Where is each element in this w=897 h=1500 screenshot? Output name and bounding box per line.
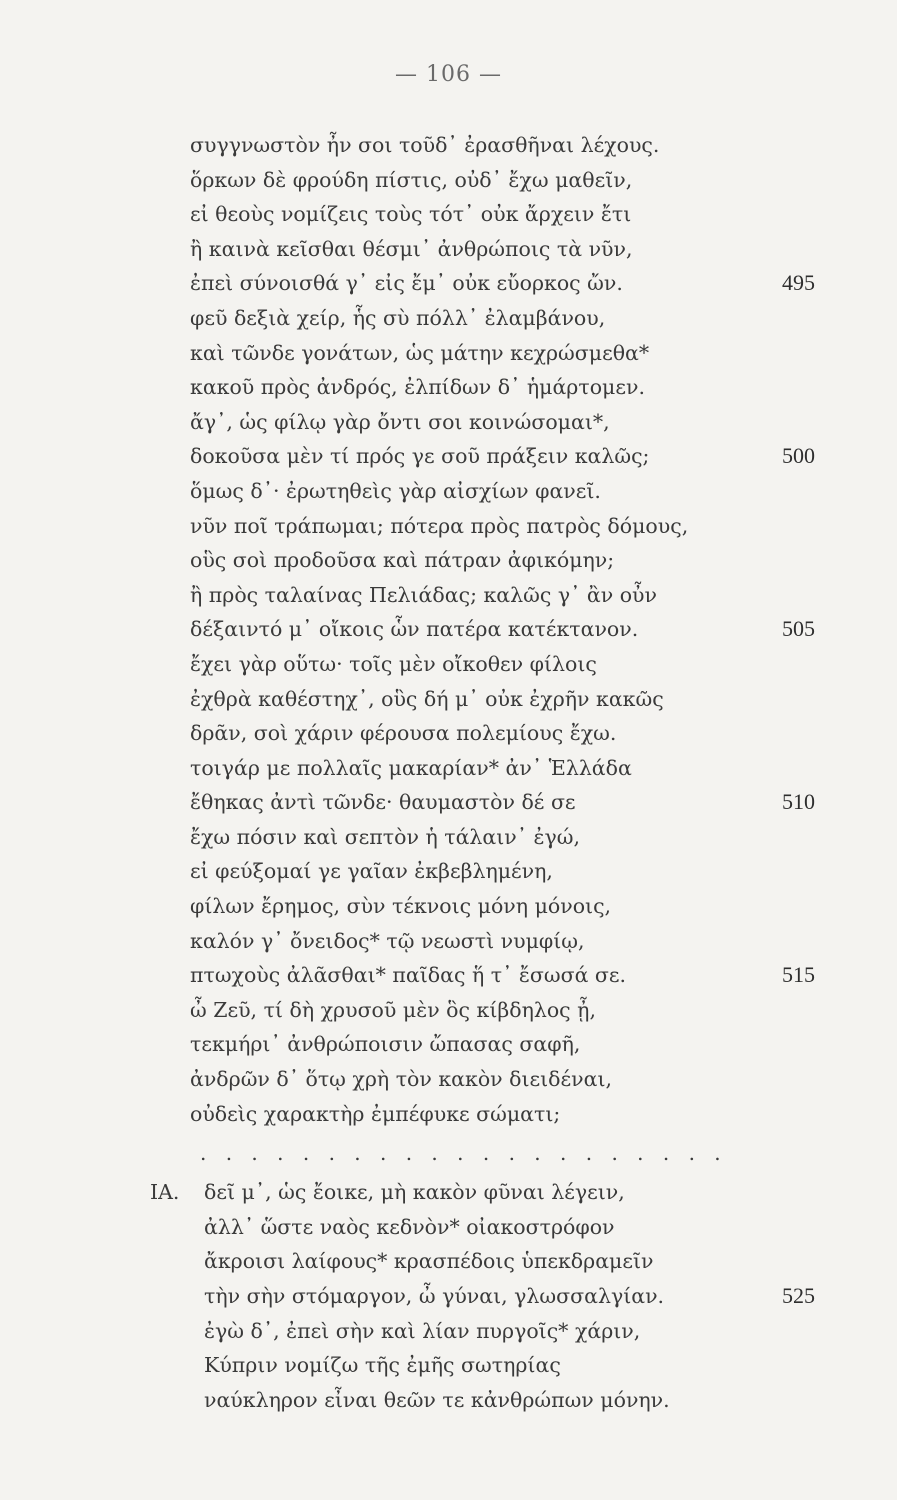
verse-text-line: οὓς σοὶ προδοῦσα καὶ πάτραν ἀφικόμην; bbox=[190, 548, 615, 573]
line-number: 500 bbox=[782, 443, 815, 469]
verse-line bbox=[0, 1097, 897, 1132]
verse-text-line: εἰ θεοὺς νομίζεις τοὺς τότ᾽ οὐκ ἄρχειν ἔτι bbox=[190, 202, 632, 227]
verse-line bbox=[0, 336, 897, 371]
verse-text-line: εἰ φεύξομαί γε γαῖαν ἐκβεβλημένη, bbox=[190, 859, 553, 884]
verse-line bbox=[0, 439, 897, 474]
verse-line bbox=[0, 1279, 897, 1314]
ellipsis-row bbox=[0, 1131, 897, 1175]
verse-line bbox=[0, 785, 897, 820]
verse-text-line: ἐγὼ δ᾽, ἐπεὶ σὴν καὶ λίαν πυργοῖς* χάριν, bbox=[204, 1318, 641, 1343]
ellipsis: . . . . . . . . . . . . . . . . . . . . . bbox=[200, 1141, 721, 1166]
line-number: 510 bbox=[782, 789, 815, 815]
verse-text-line: φίλων ἔρημος, σὺν τέκνοις μόνη μόνοις, bbox=[190, 894, 612, 919]
page-number: — 106 — bbox=[395, 62, 502, 87]
verse-line bbox=[0, 128, 897, 163]
verse-line bbox=[0, 1210, 897, 1245]
verse-text-line: φεῦ δεξιὰ χείρ, ἧς σὺ πόλλ᾽ ἐλαμβάνου, bbox=[190, 305, 606, 330]
line-number: 495 bbox=[782, 270, 815, 296]
verse-text-line: δοκοῦσα μὲν τί πρός γε σοῦ πράξειν καλῶς; bbox=[190, 444, 650, 469]
verse-text-line: δέξαιντό μ᾽ οἴκοις ὧν πατέρα κατέκτανον. bbox=[190, 617, 639, 642]
verse-line bbox=[0, 232, 897, 267]
verse-text-line: ὅμως δ᾽· ἐρωτηθεὶς γὰρ αἰσχίων φανεῖ. bbox=[190, 478, 601, 503]
verse-line bbox=[0, 578, 897, 613]
verse-line bbox=[0, 405, 897, 440]
verse-text-line: κακοῦ πρὸς ἀνδρός, ἐλπίδων δ᾽ ἡμάρτομεν. bbox=[190, 375, 645, 400]
verse-text-line: ὅρκων δὲ φρούδη πίστις, οὐδ᾽ ἔχω μαθεῖν, bbox=[190, 167, 633, 192]
verse-line bbox=[0, 1062, 897, 1097]
verse-line bbox=[0, 266, 897, 301]
verse-line bbox=[0, 370, 897, 405]
verse-line bbox=[0, 820, 897, 855]
verse-line bbox=[0, 1348, 897, 1383]
verse-text-line: καὶ τῶνδε γονάτων, ὡς μάτην κεχρώσμεθα* bbox=[190, 340, 650, 365]
line-number: 505 bbox=[782, 616, 815, 642]
verse-text-line: ἐχθρὰ καθέστηχ᾽, οὓς δή μ᾽ οὐκ ἐχρῆν κακῶς bbox=[190, 686, 664, 711]
verse-line bbox=[0, 924, 897, 959]
verse-text-line: ἀνδρῶν δ᾽ ὅτῳ χρὴ τὸν κακὸν διειδέναι, bbox=[190, 1067, 613, 1092]
verse-text-line: πτωχοὺς ἀλᾶσθαι* παῖδας ἥ τ᾽ ἔσωσά σε. bbox=[190, 963, 627, 988]
verse-text-line: οὐδεὶς χαρακτὴρ ἐμπέφυκε σώματι; bbox=[190, 1101, 561, 1126]
verse-text-line: τὴν σὴν στόμαργον, ὦ γύναι, γλωσσαλγίαν. bbox=[204, 1284, 665, 1308]
line-number: 515 bbox=[782, 962, 815, 988]
verse-text-line: τοιγάρ με πολλαῖς μακαρίαν* ἀν᾽ Ἑλλάδα bbox=[190, 755, 632, 780]
verse-text-line: δρᾶν, σοὶ χάριν φέρουσα πολεμίους ἔχω. bbox=[190, 721, 617, 746]
verse-line bbox=[0, 509, 897, 544]
verse-line bbox=[0, 958, 897, 993]
speaker-label: ΙΑ. bbox=[150, 1180, 180, 1205]
line-number: 525 bbox=[782, 1283, 815, 1308]
verse-line bbox=[0, 889, 897, 924]
verse-text-line: ἀλλ᾽ ὥστε ναὸς κεδνὸν* οἰακοστρόφον bbox=[204, 1214, 615, 1239]
verse-text-line: ἢ πρὸς ταλαίνας Πελιάδας; καλῶς γ᾽ ἂν οὖν bbox=[190, 582, 657, 607]
verse-line bbox=[0, 301, 897, 336]
verse-text-line: ἐπεὶ σύνοισθά γ᾽ εἰς ἔμ᾽ οὐκ εὔορκος ὤν. bbox=[190, 271, 623, 296]
verse-text-line: ἄκροισι λαίφους* κρασπέδοις ὑπεκδραμεῖν bbox=[204, 1249, 654, 1274]
verse-text-line: ἔχω πόσιν καὶ σεπτὸν ἡ τάλαιν᾽ ἐγώ, bbox=[190, 824, 581, 849]
verse-line bbox=[0, 854, 897, 889]
verse-line bbox=[0, 647, 897, 682]
verse-line bbox=[0, 682, 897, 717]
verse-line bbox=[0, 716, 897, 751]
verse-text-line: καλόν γ᾽ ὄνειδος* τῷ νεωστὶ νυμφίῳ, bbox=[190, 928, 585, 953]
verse-line bbox=[0, 612, 897, 647]
verse-text-line: ἄγ᾽, ὡς φίλῳ γὰρ ὄντι σοι κοινώσομαι*, bbox=[190, 409, 610, 434]
verse-line bbox=[0, 1383, 897, 1418]
verse-line bbox=[0, 1244, 897, 1279]
verse-line bbox=[0, 1314, 897, 1349]
verse-text-line: ναύκληρον εἶναι θεῶν τε κἀνθρώπων μόνην. bbox=[204, 1387, 670, 1412]
verse-text-line: Κύπριν νομίζω τῆς ἐμῆς σωτηρίας bbox=[204, 1353, 561, 1378]
verse-line bbox=[0, 993, 897, 1028]
verse-text-line: ἔθηκας ἀντὶ τῶνδε· θαυμαστὸν δέ σε bbox=[190, 790, 576, 815]
verse-text-line: τεκμήρι᾽ ἀνθρώποισιν ὤπασας σαφῆ, bbox=[190, 1032, 581, 1057]
verse-text-line: νῦν ποῖ τράπωμαι; πότερα πρὸς πατρὸς δόμους, bbox=[190, 513, 689, 538]
verse-text-line: δεῖ μ᾽, ὡς ἔοικε, μὴ κακὸν φῦναι λέγειν, bbox=[204, 1180, 625, 1205]
verse-text-line: συγγνωστὸν ἦν σοι τοῦδ᾽ ἐρασθῆναι λέχους. bbox=[190, 133, 660, 157]
verse-line bbox=[0, 163, 897, 198]
verse-line bbox=[0, 751, 897, 786]
verse-text-line: ἢ καινὰ κεῖσθαι θέσμι᾽ ἀνθρώποις τὰ νῦν, bbox=[190, 236, 633, 261]
verse-text-line: ὦ Ζεῦ, τί δὴ χρυσοῦ μὲν ὃς κίβδηλος ᾖ, bbox=[190, 997, 596, 1022]
verse-line bbox=[0, 474, 897, 509]
verse-text-line: ἔχει γὰρ οὕτω· τοῖς μὲν οἴκοθεν φίλοις bbox=[190, 651, 597, 676]
verse-line bbox=[0, 197, 897, 232]
verse-line bbox=[0, 1027, 897, 1062]
verse-text bbox=[0, 128, 897, 1417]
verse-line bbox=[0, 1175, 897, 1210]
verse-line bbox=[0, 543, 897, 578]
